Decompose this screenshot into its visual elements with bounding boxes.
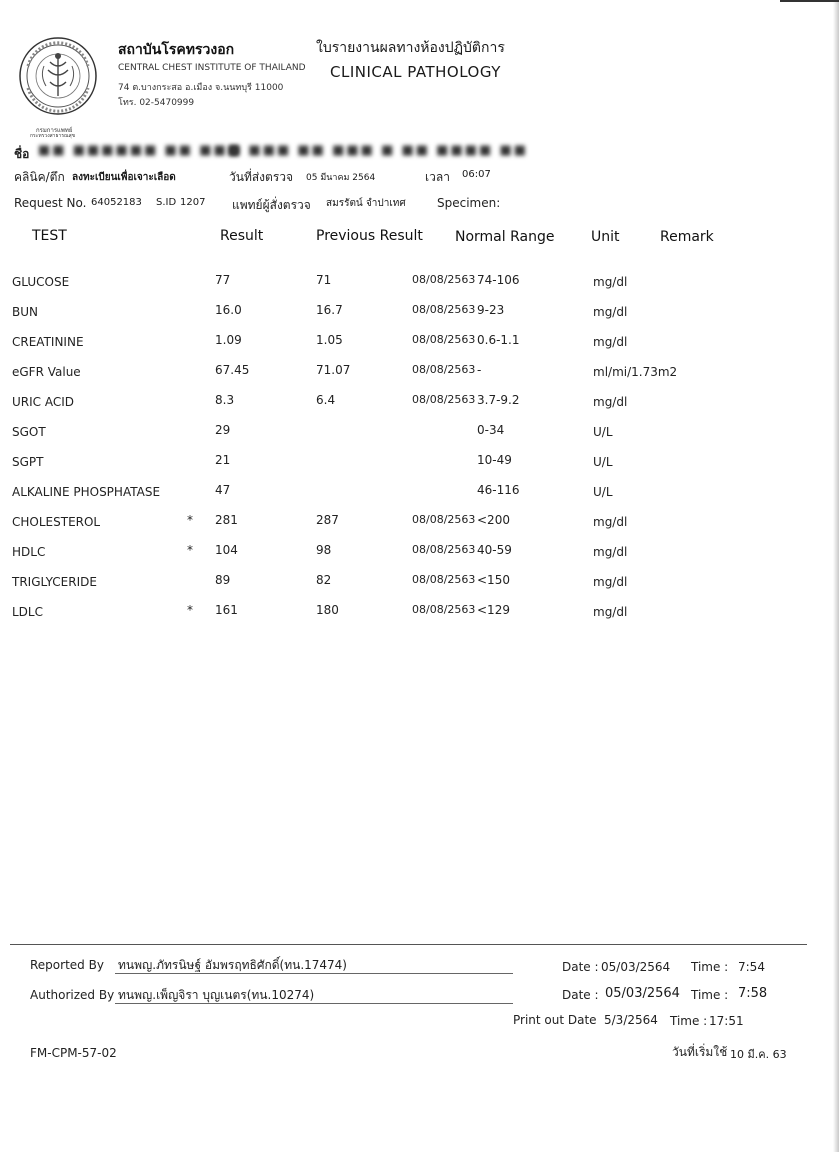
previous-date: 08/08/2563 bbox=[412, 273, 476, 286]
previous-value: 1.05 bbox=[316, 333, 343, 347]
normal-range: 3.7-9.2 bbox=[477, 393, 520, 407]
previous-date: 08/08/2563 bbox=[412, 543, 476, 556]
result-value: 77 bbox=[215, 273, 231, 287]
institute-address: 74 ต.บางกระสอ อ.เมือง จ.นนทบุรี 11000 bbox=[118, 83, 284, 93]
authorized-time-value: 7:58 bbox=[738, 986, 768, 1001]
previous-date: 08/08/2563 bbox=[412, 513, 476, 526]
normal-range: 9-23 bbox=[477, 303, 505, 317]
institute-name-th: สถาบันโรคทรวงอก bbox=[118, 42, 235, 58]
col-header-result: Result bbox=[220, 228, 264, 244]
doctor-value: สมรรัตน์ จำปาเทศ bbox=[326, 198, 406, 209]
previous-value: 82 bbox=[316, 573, 332, 587]
authorized-by-label: Authorized By bbox=[30, 988, 115, 1002]
test-name: LDLC bbox=[12, 605, 43, 619]
normal-range: - bbox=[477, 363, 482, 377]
test-name: SGPT bbox=[12, 455, 44, 469]
normal-range: <200 bbox=[477, 513, 510, 527]
normal-range: <150 bbox=[477, 573, 510, 587]
doctor-label: แพทย์ผู้สั่งตรวจ bbox=[232, 198, 311, 212]
reported-by-label: Reported By bbox=[30, 958, 104, 972]
patient-extra-redacted: ■ ■■■ ■■ ■■■ ■ ■■ ■■■■ ■■ bbox=[228, 143, 529, 158]
unit: mg/dl bbox=[593, 545, 628, 559]
patient-name-redacted: ■■ ■■■■■■ ■■ ■■■ bbox=[38, 143, 243, 158]
result-value: 281 bbox=[215, 513, 238, 527]
specimen-label: Specimen: bbox=[437, 196, 501, 210]
unit: mg/dl bbox=[593, 575, 628, 589]
previous-value: 287 bbox=[316, 513, 339, 527]
unit: mg/dl bbox=[593, 395, 628, 409]
result-value: 8.3 bbox=[215, 393, 235, 407]
test-name: GLUCOSE bbox=[12, 275, 70, 289]
normal-range: 10-49 bbox=[477, 453, 512, 467]
test-name: eGFR Value bbox=[12, 365, 81, 379]
sent-date-value: 05 มีนาคม 2564 bbox=[306, 173, 376, 183]
time-value: 06:07 bbox=[462, 169, 491, 180]
previous-value: 16.7 bbox=[316, 303, 343, 317]
previous-date: 08/08/2563 bbox=[412, 393, 476, 406]
col-header-previous: Previous Result bbox=[316, 228, 423, 244]
previous-value: 6.4 bbox=[316, 393, 336, 407]
authorized-date-label: Date : bbox=[562, 988, 599, 1002]
patient-name-label: ชื่อ bbox=[14, 147, 30, 161]
previous-date: 08/08/2563 bbox=[412, 573, 476, 586]
form-code: FM-CPM-57-02 bbox=[30, 1046, 117, 1060]
sent-date-label: วันที่ส่งตรวจ bbox=[229, 170, 294, 184]
test-name: TRIGLYCERIDE bbox=[12, 575, 97, 589]
clinic-value: ลงทะเบียนเพื่อเจาะเลือด bbox=[72, 172, 176, 183]
reported-time-label: Time : bbox=[691, 960, 729, 974]
col-header-unit: Unit bbox=[591, 229, 620, 245]
normal-range: 0-34 bbox=[477, 423, 505, 437]
request-label: Request No. bbox=[14, 196, 87, 210]
unit: ml/mi/1.73m2 bbox=[593, 365, 678, 379]
normal-range: <129 bbox=[477, 603, 510, 617]
flag-marker: * bbox=[187, 513, 193, 527]
page-edge-shadow bbox=[833, 0, 839, 1152]
normal-range: 46-116 bbox=[477, 483, 520, 497]
logo-caption-sub: กระทรวงสาธารณสุข bbox=[30, 133, 76, 139]
printout-time: 17:51 bbox=[709, 1014, 744, 1028]
effective-value: 10 มี.ค. 63 bbox=[730, 1048, 787, 1061]
test-name: CHOLESTEROL bbox=[12, 515, 101, 529]
previous-value: 98 bbox=[316, 543, 332, 557]
previous-date: 08/08/2563 bbox=[412, 603, 476, 616]
col-header-remark: Remark bbox=[660, 229, 714, 245]
normal-range: 0.6-1.1 bbox=[477, 333, 520, 347]
sid-label: S.ID bbox=[156, 197, 177, 208]
reported-date-value: 05/03/2564 bbox=[601, 960, 671, 974]
result-value: 21 bbox=[215, 453, 231, 467]
reported-signature-line bbox=[115, 973, 513, 974]
previous-date: 08/08/2563 bbox=[412, 303, 476, 316]
clinic-label: คลินิค/ตึก bbox=[14, 170, 65, 184]
unit: U/L bbox=[593, 455, 613, 469]
normal-range: 40-59 bbox=[477, 543, 512, 557]
sid-value: 1207 bbox=[180, 197, 206, 208]
authorized-by-name: ทนพญ.เพ็ญจิรา บุญเนตร(ทน.10274) bbox=[118, 988, 315, 1002]
result-value: 89 bbox=[215, 573, 231, 587]
unit: mg/dl bbox=[593, 305, 628, 319]
result-value: 104 bbox=[215, 543, 238, 557]
unit: mg/dl bbox=[593, 515, 628, 529]
previous-date: 08/08/2563 bbox=[412, 333, 476, 346]
previous-value: 71 bbox=[316, 273, 332, 287]
unit: mg/dl bbox=[593, 275, 628, 289]
previous-value: 180 bbox=[316, 603, 339, 617]
effective-label: วันที่เริ่มใช้ bbox=[672, 1045, 728, 1059]
unit: mg/dl bbox=[593, 605, 628, 619]
result-value: 16.0 bbox=[215, 303, 242, 317]
test-name: URIC ACID bbox=[12, 395, 75, 409]
unit: U/L bbox=[593, 425, 613, 439]
printout-label: Print out Date bbox=[513, 1013, 597, 1027]
unit: mg/dl bbox=[593, 335, 628, 349]
col-header-test: TEST bbox=[32, 228, 67, 244]
institute-phone: โทร. 02-5470999 bbox=[118, 98, 195, 108]
authorized-date-value: 05/03/2564 bbox=[605, 986, 680, 1001]
normal-range: 74-106 bbox=[477, 273, 520, 287]
reported-time-value: 7:54 bbox=[738, 960, 765, 974]
reported-date-label: Date : bbox=[562, 960, 599, 974]
test-name: BUN bbox=[12, 305, 38, 319]
institute-name-en: CENTRAL CHEST INSTITUTE OF THAILAND bbox=[118, 63, 306, 73]
report-title-en: CLINICAL PATHOLOGY bbox=[330, 63, 501, 81]
test-name: SGOT bbox=[12, 425, 46, 439]
authorized-time-label: Time : bbox=[691, 988, 729, 1002]
result-value: 29 bbox=[215, 423, 231, 437]
footer-rule bbox=[10, 944, 807, 945]
result-value: 67.45 bbox=[215, 363, 250, 377]
time-label: เวลา bbox=[425, 170, 450, 184]
request-value: 64052183 bbox=[91, 197, 142, 208]
result-value: 161 bbox=[215, 603, 238, 617]
test-name: ALKALINE PHOSPHATASE bbox=[12, 485, 161, 499]
result-value: 47 bbox=[215, 483, 231, 497]
flag-marker: * bbox=[187, 603, 193, 617]
report-title-th: ใบรายงานผลทางห้องปฏิบัติการ bbox=[316, 40, 505, 56]
previous-value: 71.07 bbox=[316, 363, 351, 377]
flag-marker: * bbox=[187, 543, 193, 557]
test-name: HDLC bbox=[12, 545, 46, 559]
printout-date: 5/3/2564 bbox=[604, 1013, 658, 1027]
top-edge-line bbox=[780, 0, 839, 2]
result-value: 1.09 bbox=[215, 333, 242, 347]
reported-by-name: ทนพญ.ภัทรนิษฐ์ อัมพรฤทธิศักดิ์(ทน.17474) bbox=[118, 958, 347, 972]
printout-time-label: Time : bbox=[670, 1014, 708, 1028]
previous-date: 08/08/2563 bbox=[412, 363, 476, 376]
col-header-normal-range: Normal Range bbox=[455, 229, 555, 245]
authorized-signature-line bbox=[115, 1003, 513, 1004]
test-name: CREATININE bbox=[12, 335, 84, 349]
ministry-seal-icon bbox=[14, 36, 102, 122]
unit: U/L bbox=[593, 485, 613, 499]
logo-caption: กรมการแพทย์ bbox=[36, 127, 73, 134]
